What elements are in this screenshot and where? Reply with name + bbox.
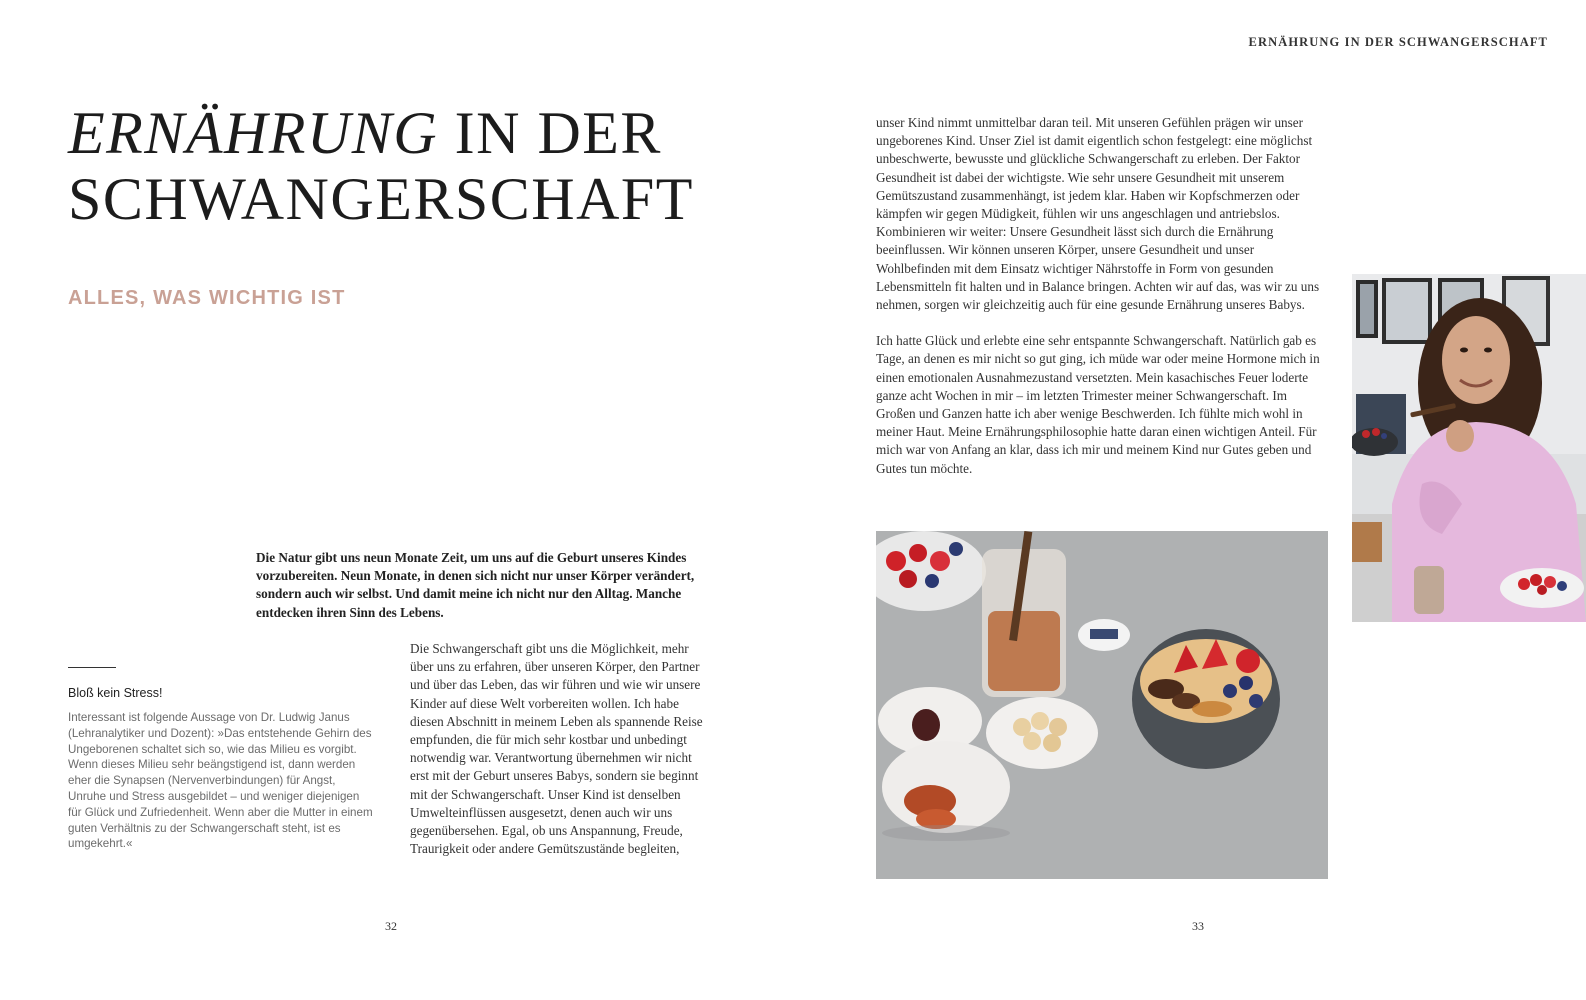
intro-paragraph: Die Natur gibt uns neun Monate Zeit, um uns auf die Geburt unseres Kindes vorzubereiten. Neun Monate, in denen sich nicht nur unser Körper verändert, sondern auch wir selbst. Und damit meine ich nicht nur den Alltag. Manche entdecken ihren Sinn des Lebens. (256, 550, 695, 620)
body-right-paragraph-2: Ich hatte Glück und erlebte eine sehr entspannte Schwangerschaft. Natürlich gab es Tage, an denen es mir nicht so gut ging, ich müde war oder meine Hormone mich in einen emotionalen Ausnahmezustand versetzten. Mein kasachisches Feuer loderte ganze acht Wochen in mir – im letzten Trimester meiner Schwangerschaft. Im Großen und Ganzen hatte ich aber wenige Beschwerden. Ich fühlte mich wohl in meiner Haut. Meine Ernährungsphilosophie hatte daran einen wichtigen Anteil. Für mich war von Anfang an klar, dass ich mir und meinem Kind nur Gutes geben und Gutes tun möchte. (876, 333, 1320, 476)
sidebar-heading: Bloß kein Stress! (68, 686, 163, 700)
page-number-right: 33 (1192, 919, 1204, 933)
body-text-left: Die Schwangerschaft gibt uns die Möglichkeit, mehr über uns zu erfahren, über unseren Körper, den Partner und über das Leben, das wir führen und wie wir unsere Kinder auf diese Welt vorbereiten wollen. Ich habe diesen Abschnitt in meinem Leben als spannende Reise empfunden, die für mich sehr kostbar und unbedingt notwendig war. Verantwortung übernehmen wir nicht erst mit der Geburt unseres Babys, sondern sie beginnt mit der Schwangerschaft. Unser Kind ist denselben Umwelteinflüssen ausgesetzt, denen auch wir uns gegenübersehen. Egal, ob uns Anspannung, Freude, Traurigkeit oder andere Gemütszustände begleiten, (410, 641, 703, 857)
running-header: ERNÄHRUNG IN DER SCHWANGERSCHAFT (1248, 35, 1548, 49)
title-line2: SCHWANGERSCHAFT (68, 166, 694, 232)
page-number-left: 32 (385, 919, 397, 933)
chapter-subtitle: ALLES, WAS WICHTIG IST (68, 287, 346, 309)
chapter-title (68, 100, 694, 232)
portrait-photo-illustration (1352, 274, 1586, 622)
food-photo-illustration (876, 531, 1328, 879)
body-right-paragraph-1: unser Kind nimmt unmittelbar daran teil. Mit unseren Gefühlen prägen wir unser ungeborenes Kind. Unser Ziel ist damit eigentlich schon festgelegt: eine möglichst unbeschwerte, bewusste und glückliche Schwangerschaft zu erleben. Der Faktor Gesundheit ist dabei der wichtigste. Wie sehr unsere Gesundheit mit unserem Gemütszustand zusammenhängt, ist jedem klar. Haben wir Kopfschmerzen oder kämpfen wir gegen Müdigkeit, fühlen wir uns angeschlagen und antriebslos. Kombinieren wir weiter: Unsere Gesundheit lässt sich durch die Ernährung beeinflussen. Wir können unseren Körper, unsere Gesundheit und unser Wohlbefinden mit dem Einsatz wichtiger Nährstoffe in Form von gesunden Lebensmitteln fit halten und in Balance bringen. Achten wir auf das, was wir zu uns nehmen, sorgen wir gleichzeitig auch für eine gesunde Ernährung unseres Babys. (876, 115, 1320, 313)
portrait-photo (1352, 274, 1586, 622)
title-line1-rest: IN DER (438, 100, 662, 166)
food-photo (876, 531, 1328, 879)
sidebar-divider (68, 667, 116, 668)
title-italic-word: ERNÄHRUNG (68, 100, 439, 166)
body-text-right (876, 114, 1328, 496)
sidebar-quote: Interessant ist folgende Aussage von Dr. Ludwig Janus (Lehranalytiker und Dozent): »Das entstehende Gehirn des Ungeborenen schaltet sich so, wie das Milieu es vorgibt. Wenn dieses Milieu sehr beängstigend ist, dann werden eher die Synapsen (Nervenverbindungen) für Angst, Unruhe und Stress ausgebildet – und weniger diejenigen für Glück und Zufriedenheit. Wenn aber die Mutter in einem guten Verhältnis zu der Schwangerschaft steht, ist es umgekehrt.« (68, 711, 373, 851)
